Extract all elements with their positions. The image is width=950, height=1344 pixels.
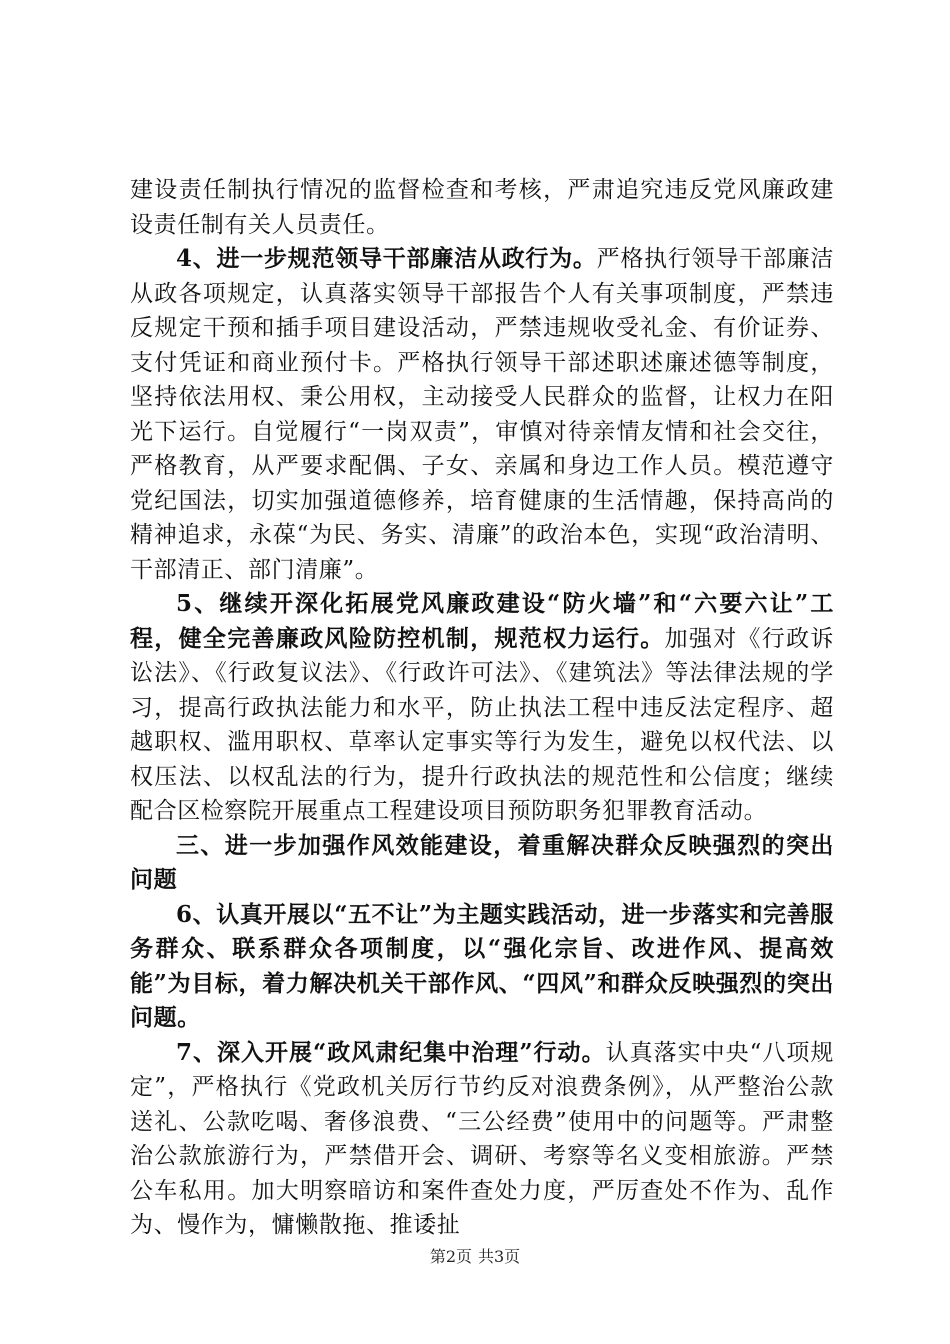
paragraph-5-lead: 5、继续开深化拓展党风廉政建设“防火墙”和“六要六让”工程，健全完善廉政风险防控机制，规范权力运行。 [130,590,834,652]
paragraph-5 [130,587,834,829]
paragraph-4-lead: 4、进一步规范领导干部廉洁从政行为。 [176,245,597,272]
paragraph-7-text: 认真落实中央“八项规定”，严格执行《党政机关厉行节约反对浪费条例》，从严整治公款送礼、公款吃喝、奢侈浪费、“三公经费”使用中的问题等。严肃整治公款旅游行为，严禁借开会、调研、考察等名义变相旅游。严禁公车私用。加大明察暗访和案件查处力度，严厉查处不作为、乱作为、慢作为，慵懒散拖、推诿扯 [130,1039,834,1238]
page-number-current: 第2页 [429,1247,472,1266]
paragraph-1-text: 建设责任制执行情况的监督检查和考核，严肃追究违反党风廉政建设责任制有关人员责任。 [130,177,834,238]
paragraph-7-lead: 7、深入开展“政风肃纪集中治理”行动。 [176,1038,606,1066]
paragraph-4 [130,242,834,587]
page-number-total: 共3页 [478,1247,521,1266]
paragraph-6-lead: 6、认真开展以“五不让”为主题实践活动，进一步落实和完善服务群众、联系群众各项制度，以“强化宗旨、改进作风、提高效能”为目标，着力解决机关干部作风、“四风”和群众反映强烈的突出问题。 [130,900,834,1031]
section-heading-3-text: 三、进一步加强作风效能建设，着重解决群众反映强烈的突出问题 [130,831,834,893]
document-body [130,173,834,1243]
paragraph-6 [130,898,834,1036]
paragraph-4-text: 严格执行领导干部廉洁从政各项规定，认真落实领导干部报告个人有关事项制度，严禁违反规定干预和插手项目建设活动，严禁违规收受礼金、有价证券、支付凭证和商业预付卡。严格执行领导干部述职述廉述德等制度，坚持依法用权、秉公用权，主动接受人民群众的监督，让权力在阳光下运行。自觉履行“一岗双责”，审慎对待亲情友情和社会交往，严格教育，从严要求配偶、子女、亲属和身边工作人员。模范遵守党纪国法，切实加强道德修养，培育健康的生活情趣，保持高尚的精神追求，永葆“为民、务实、清廉”的政治本色，实现“政治清明、干部清正、部门清廉”。 [130,246,835,583]
paragraph-1 [130,173,834,242]
section-heading-3 [130,829,834,898]
paragraph-7 [130,1036,834,1243]
page-footer [0,1244,950,1267]
paragraph-5-text: 加强对《行政诉讼法》、《行政复议法》、《行政许可法》、《建筑法》等法律法规的学习，提高行政执法能力和水平，防止执法工程中违反法定程序、超越职权、滥用职权、草率认定事实等行为发生，避免以权代法、以权压法、以权乱法的行为，提升行政执法的规范性和公信度；继续配合区检察院开展重点工程建设项目预防职务犯罪教育活动。 [130,625,835,824]
